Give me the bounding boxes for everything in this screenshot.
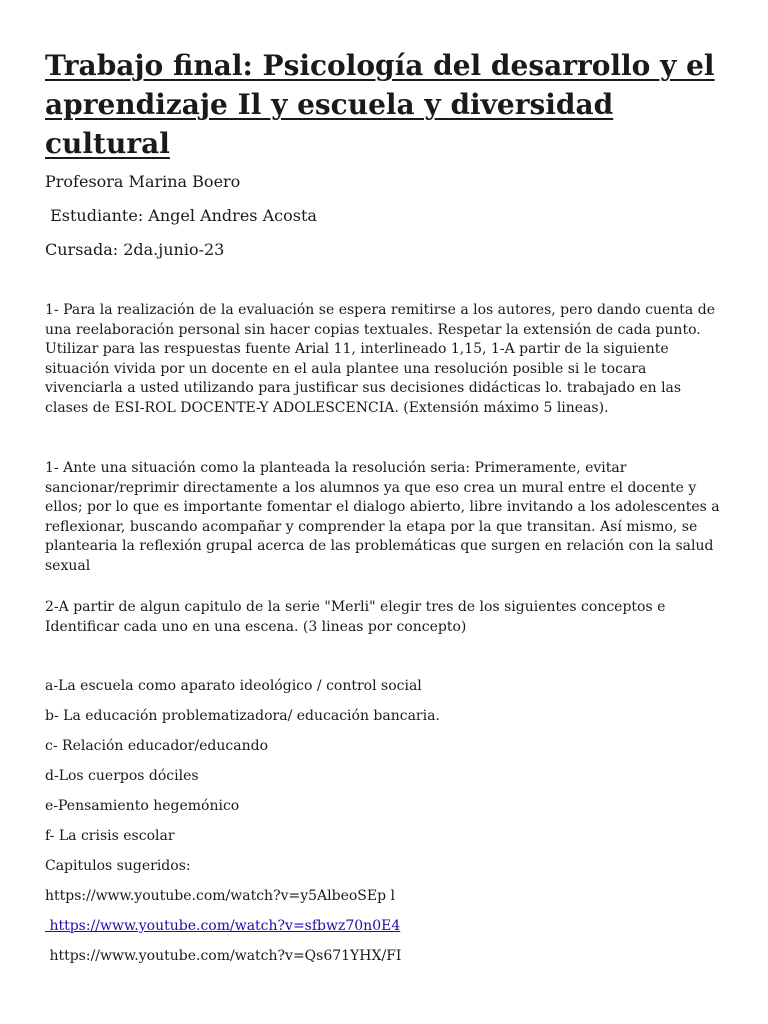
chapter-link-2[interactable] bbox=[45, 917, 400, 935]
concept-item-c: c- Relación educador/educando bbox=[45, 738, 268, 754]
question-1-text: 1- Para la realización de la evaluación se espera remitirse a los autores, pero dando cuenta de una reelaboración personal sin hacer copias textuales. Respetar la extensión de cada punto. Utilizar para las respuestas fuente Arial 11, interlineado 1,15, 1-A partir de la siguiente situación vivida por un docente en el aula plantee una resolución posible si le tocara vivenciarla a usted utilizando para justificar sus decisiones didácticas lo. trabajado en las clases de ESI-ROL DOCENTE-Y ADOLESCENCIA. (Extensión máximo 5 lineas). bbox=[45, 302, 715, 416]
concept-item-d: d-Los cuerpos dóciles bbox=[45, 768, 199, 784]
concept-item-f: f- La crisis escolar bbox=[45, 828, 175, 844]
course-line: Cursada: 2da.junio-23 bbox=[45, 240, 225, 259]
professor-line: Profesora Marina Boero bbox=[45, 172, 241, 191]
question-2-text: 2-A partir de algun capitulo de la serie "Merli" elegir tres de los siguientes conceptos e Identificar cada uno en una escena. (3 lineas por concepto) bbox=[45, 599, 666, 635]
suggested-chapters-label: Capitulos sugeridos: bbox=[45, 858, 191, 874]
document-title: Trabajo final: Psicología del desarrollo y el aprendizaje Il y escuela y diversidad cultural bbox=[45, 49, 715, 160]
concept-item-a: a-La escuela como aparato ideológico / control social bbox=[45, 678, 422, 694]
chapter-link-3: https://www.youtube.com/watch?v=Qs671YHX/FI bbox=[45, 948, 402, 964]
chapter-link-1: https://www.youtube.com/watch?v=y5AlbeoSEp l bbox=[45, 888, 395, 904]
student-line: Estudiante: Angel Andres Acosta bbox=[45, 206, 317, 225]
chapter-link-2-anchor[interactable]: https://www.youtube.com/watch?v=sfbwz70n0E4 bbox=[45, 918, 401, 934]
answer-1-text: 1- Ante una situación como la planteada la resolución seria: Primeramente, evitar sancionar/reprimir directamente a los alumnos ya que eso crea un mural entre el docente y ellos; por lo que es importante fomentar el dialogo abierto, libre invitando a los adolescentes a reflexionar, buscando acompañar y comprender la etapa por la que transitan. Así mismo, se plantearia la reflexión grupal acerca de las problemáticas que surgen en relación con la salud sexual bbox=[45, 460, 720, 574]
concept-item-b: b- La educación problematizadora/ educación bancaria. bbox=[45, 708, 440, 724]
concept-item-e: e-Pensamiento hegemónico bbox=[45, 798, 240, 814]
